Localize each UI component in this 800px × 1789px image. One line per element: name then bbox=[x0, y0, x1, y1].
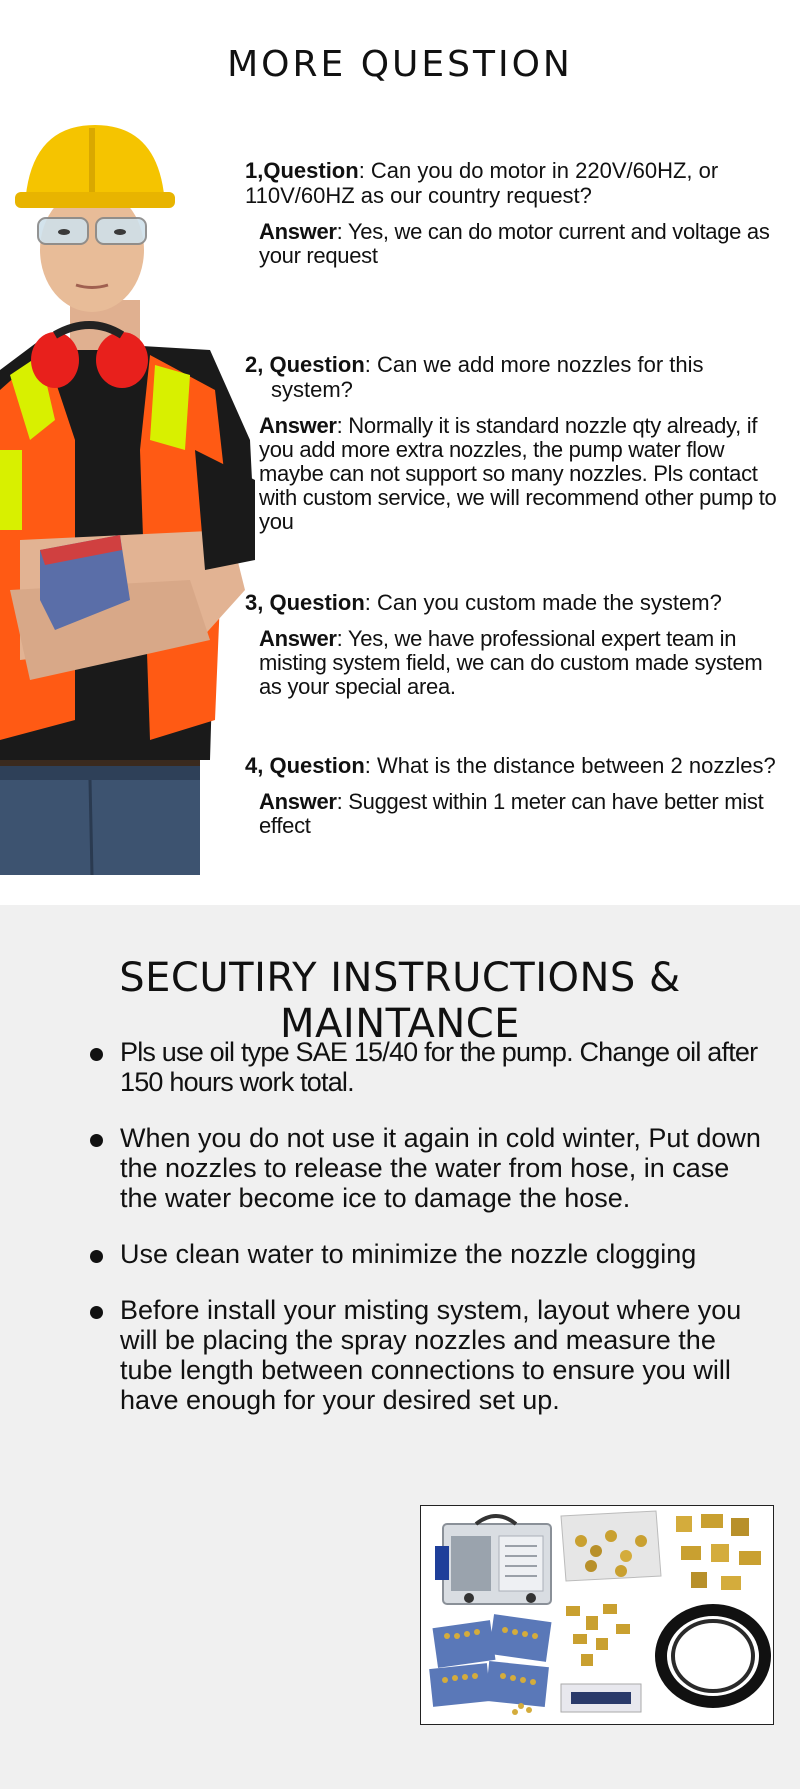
answer-2 bbox=[245, 414, 790, 534]
bullet-icon bbox=[90, 1250, 103, 1263]
answer-text: : Suggest within 1 meter can have better mist effect bbox=[259, 789, 764, 838]
instruction-text: When you do not use it again in cold winter, Put down the nozzles to release the water from hose, in case the water become ice to damage the hose. bbox=[120, 1123, 761, 1213]
question-label: 4, Question bbox=[245, 753, 365, 778]
instruction-text: Use clean water to minimize the nozzle clogging bbox=[120, 1239, 697, 1269]
hose-coil-icon bbox=[661, 1610, 765, 1702]
question-text: : Can you custom made the system? bbox=[364, 590, 722, 615]
answer-text: : Yes, we have professional expert team in misting system field, we can do custom made system as your special area. bbox=[259, 626, 763, 699]
question-2 bbox=[245, 352, 790, 402]
faq-item-2 bbox=[245, 352, 790, 534]
question-text: : Can we add more nozzles for this bbox=[364, 352, 704, 377]
faq-item-1 bbox=[245, 158, 790, 268]
instruction-text: Before install your misting system, layout where you will be placing the spray nozzles and measure the tube length between connections to ensure you will have enough for your desired set up. bbox=[120, 1295, 742, 1415]
bullet-icon bbox=[90, 1306, 103, 1319]
product-kit-image bbox=[420, 1505, 774, 1725]
question-label: 1,Question bbox=[245, 158, 359, 183]
instruction-item bbox=[90, 1123, 770, 1213]
tee-fittings-icon bbox=[566, 1604, 630, 1666]
question-text-continued: system? bbox=[271, 377, 353, 402]
answer-1 bbox=[245, 220, 790, 268]
question-1 bbox=[245, 158, 790, 208]
answer-label: Answer bbox=[259, 626, 337, 651]
security-title: SECUTIRY INSTRUCTIONS & MAINTANCE bbox=[119, 955, 681, 1047]
instruction-item bbox=[90, 1295, 770, 1415]
answer-3 bbox=[245, 627, 790, 699]
answer-text: : Normally it is standard nozzle qty already, if you add more extra nozzles, the pump water flow maybe can not support so many nozzles. Pls contact with custom service, we will recommend other pump to you bbox=[259, 413, 777, 534]
question-label: 3, Question bbox=[245, 590, 365, 615]
question-3 bbox=[245, 590, 790, 615]
security-section bbox=[0, 905, 800, 1789]
bullet-icon bbox=[90, 1134, 103, 1147]
pump-machine-icon bbox=[435, 1516, 551, 1604]
question-text: : What is the distance between 2 nozzles? bbox=[364, 753, 776, 778]
faq-item-4 bbox=[245, 753, 790, 838]
faq-title: MORE QUESTION bbox=[227, 44, 573, 85]
answer-text: : Yes, we can do motor current and voltage as your request bbox=[259, 219, 770, 268]
faq-item-3 bbox=[245, 590, 790, 699]
question-text: : Can you do motor in 220V/60HZ, or 110V/60HZ as our country request? bbox=[245, 158, 719, 208]
nozzle-trays-icon bbox=[429, 1614, 551, 1715]
answer-label: Answer bbox=[259, 219, 337, 244]
brass-nozzles-bag-icon bbox=[561, 1511, 661, 1581]
answer-label: Answer bbox=[259, 789, 337, 814]
bullet-icon bbox=[90, 1048, 103, 1061]
instruction-item bbox=[90, 1037, 770, 1097]
instruction-item bbox=[90, 1239, 770, 1269]
answer-label: Answer bbox=[259, 413, 337, 438]
instruction-text: Pls use oil type SAE 15/40 for the pump. Change oil after 150 hours work total. bbox=[120, 1037, 758, 1097]
worker-image bbox=[0, 120, 255, 875]
tube-cutter-icon bbox=[561, 1684, 641, 1712]
brass-fittings-icon bbox=[676, 1514, 761, 1590]
instruction-list bbox=[90, 1037, 770, 1441]
answer-4 bbox=[245, 790, 790, 838]
question-4 bbox=[245, 753, 790, 778]
question-label: 2, Question bbox=[245, 352, 365, 377]
